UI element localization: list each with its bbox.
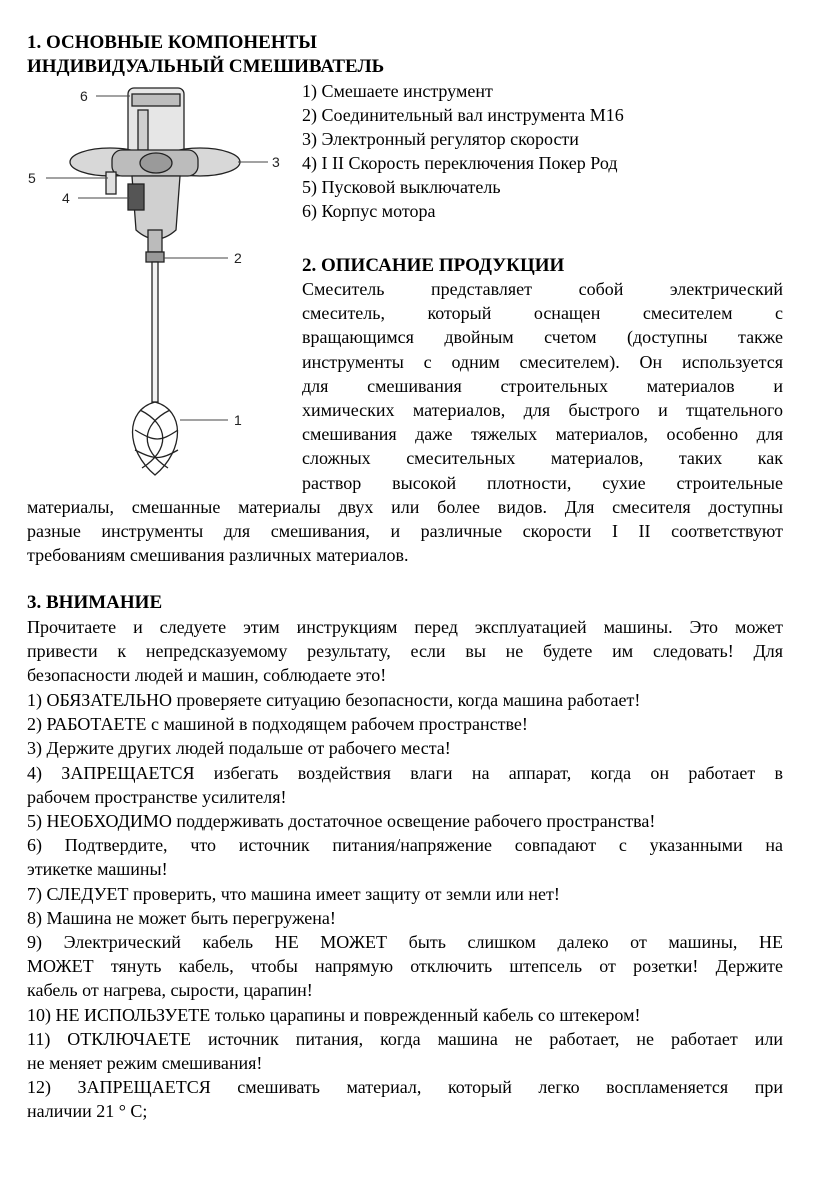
component-item: 2) Соединительный вал инструмента М16 <box>302 105 624 125</box>
section2-title: 2. ОПИСАНИЕ ПРОДУКЦИИ <box>302 255 565 276</box>
description-line: материалы, смешанные материалы двух или более видов. Для смесителя доступны <box>27 497 783 517</box>
warning-item: 6) Подтвердите, что источник питания/напряжение совпадают с указанными на <box>27 835 783 856</box>
warning-item: не меняет режим смешивания! <box>27 1053 263 1074</box>
section3-intro <box>27 615 783 688</box>
warning-item: 12) ЗАПРЕЩАЕТСЯ смешивать материал, который легко воспламеняется при <box>27 1077 783 1098</box>
figure-label-3: 3 <box>272 154 280 170</box>
component-item: 1) Смешаете инструмент <box>302 81 493 101</box>
figure-label-1: 1 <box>234 412 242 428</box>
description-line: для смешивания строительных материалов и <box>302 375 783 396</box>
description-line: Смеситель представляет собой электрический <box>302 279 783 299</box>
warning-item: 11) ОТКЛЮЧАЕТЕ источник питания, когда машина не работает, не работает или <box>27 1028 783 1049</box>
warning-item: 9) Электрический кабель НЕ МОЖЕТ быть слишком далеко от машины, НЕ <box>27 932 783 953</box>
description-line: требованиям смешивания различных материалов. <box>27 545 409 566</box>
section2-description <box>302 277 783 495</box>
section1-title: 1. ОСНОВНЫЕ КОМПОНЕНТЫ <box>27 32 317 53</box>
description-line: смеситель, который оснащен смесителем с <box>302 303 783 324</box>
intro-line: Прочитаете и следуете этим инструкциям перед эксплуатацией машины. Это может <box>27 617 783 637</box>
warning-item: 10) НЕ ИСПОЛЬЗУЕТЕ только царапины и поврежденный кабель со штекером! <box>27 1004 641 1025</box>
intro-line: привести к непредсказуемому результату, если вы не будете им следовать! Для <box>27 641 783 662</box>
component-item: 3) Электронный регулятор скорости <box>302 129 579 149</box>
description-line: сложных смесительных материалов, таких как <box>302 448 783 469</box>
warning-item: 7) СЛЕДУЕТ проверить, что машина имеет защиту от земли или нет! <box>27 883 560 904</box>
description-line: раствор высокой плотности, сухие строительные <box>302 472 783 493</box>
mixer-figure <box>20 80 280 480</box>
warning-item: 4) ЗАПРЕЩАЕТСЯ избегать воздействия влаги на аппарат, когда он работает в <box>27 762 783 783</box>
component-item: 6) Корпус мотора <box>302 201 436 221</box>
warning-item: 5) НЕОБХОДИМО поддерживать достаточное освещение рабочего пространства! <box>27 811 656 832</box>
section3-title: 3. ВНИМАНИЕ <box>27 592 163 613</box>
component-item: 5) Пусковой выключатель <box>302 177 501 197</box>
warning-item: рабочем пространстве усилителя! <box>27 786 287 807</box>
warning-item: наличии 21 ° С; <box>27 1101 148 1122</box>
description-line: химических материалов, для быстрого и тщательного <box>302 400 783 421</box>
warning-list <box>27 688 783 1124</box>
warning-item: 1) ОБЯЗАТЕЛЬНО проверяете ситуацию безопасности, когда машина работает! <box>27 690 641 710</box>
section1-subtitle: ИНДИВИДУАЛЬНЫЙ СМЕШИВАТЕЛЬ <box>27 56 385 77</box>
description-line: смешивания даже тяжелых материалов, особенно для <box>302 424 783 445</box>
figure-label-5: 5 <box>28 170 36 186</box>
section2-continuation <box>27 495 783 568</box>
figure-label-4: 4 <box>62 190 70 206</box>
description-line: инструменты с одним смесителем). Он используется <box>302 351 783 372</box>
figure-label-6: 6 <box>80 88 88 104</box>
warning-item: этикетке машины! <box>27 859 168 880</box>
warning-item: 3) Держите других людей подальше от рабочего места! <box>27 738 451 759</box>
warning-item: 8) Машина не может быть перегружена! <box>27 907 336 928</box>
warning-item: 2) РАБОТАЕТЕ с машиной в подходящем рабочем пространстве! <box>27 714 528 735</box>
warning-item: МОЖЕТ тянуть кабель, чтобы напрямую отключить штепсель от розетки! Держите <box>27 956 783 977</box>
description-line: разные инструменты для смешивания, и различные скорости I II соответствуют <box>27 521 783 542</box>
intro-line: безопасности людей и машин, соблюдаете это! <box>27 665 387 686</box>
warning-item: кабель от нагрева, сырости, царапин! <box>27 980 313 1001</box>
figure-label-2: 2 <box>234 250 242 266</box>
description-line: вращающимся двойным счетом (доступны также <box>302 327 783 348</box>
component-item: 4) I II Скорость переключения Покер Род <box>302 153 618 173</box>
